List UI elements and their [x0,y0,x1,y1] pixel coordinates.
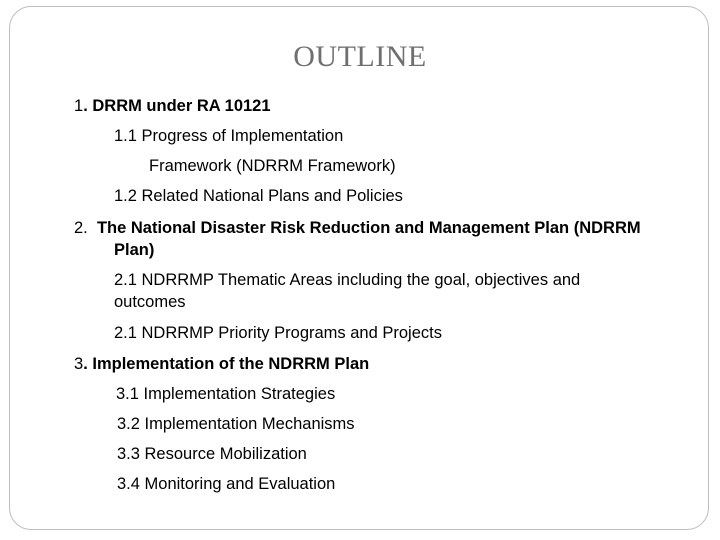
outline-item-3-4: 3.4 Monitoring and Evaluation [117,475,336,493]
section-1-heading [74,95,271,117]
outline-item-2-1: 2.1 NDRRMP Thematic Areas including the goal, objectives and [114,271,581,289]
section-3-title: . Implementation of the NDRRM Plan [83,355,370,373]
section-2-heading [74,217,641,239]
section-3-number: 3 [74,355,84,373]
outline-item-2-1-continued: outcomes [114,293,186,311]
section-2-title: The National Disaster Risk Reduction and Management Plan (NDRRM [96,219,641,237]
outline-item-3-1: 3.1 Implementation Strategies [116,385,336,403]
slide-title: OUTLINE [293,40,427,73]
outline-item-3-3: 3.3 Resource Mobilization [117,445,307,463]
section-1-number: 1 [74,97,84,115]
outline-item-1-2: 1.2 Related National Plans and Policies [114,187,403,205]
section-2-number: 2. [74,219,88,237]
section-3-heading [74,353,369,375]
section-2-title-continued: Plan) [114,241,155,259]
outline-item-2-2: 2.1 NDRRMP Priority Programs and Projects [114,324,442,342]
outline-item-3-2: 3.2 Implementation Mechanisms [117,415,355,433]
section-1-title: . DRRM under RA 10121 [83,97,271,115]
outline-item-1-1: 1.1 Progress of Implementation [114,127,344,145]
slide-frame [9,6,709,530]
outline-item-1-1-continued: Framework (NDRRM Framework) [149,157,396,175]
